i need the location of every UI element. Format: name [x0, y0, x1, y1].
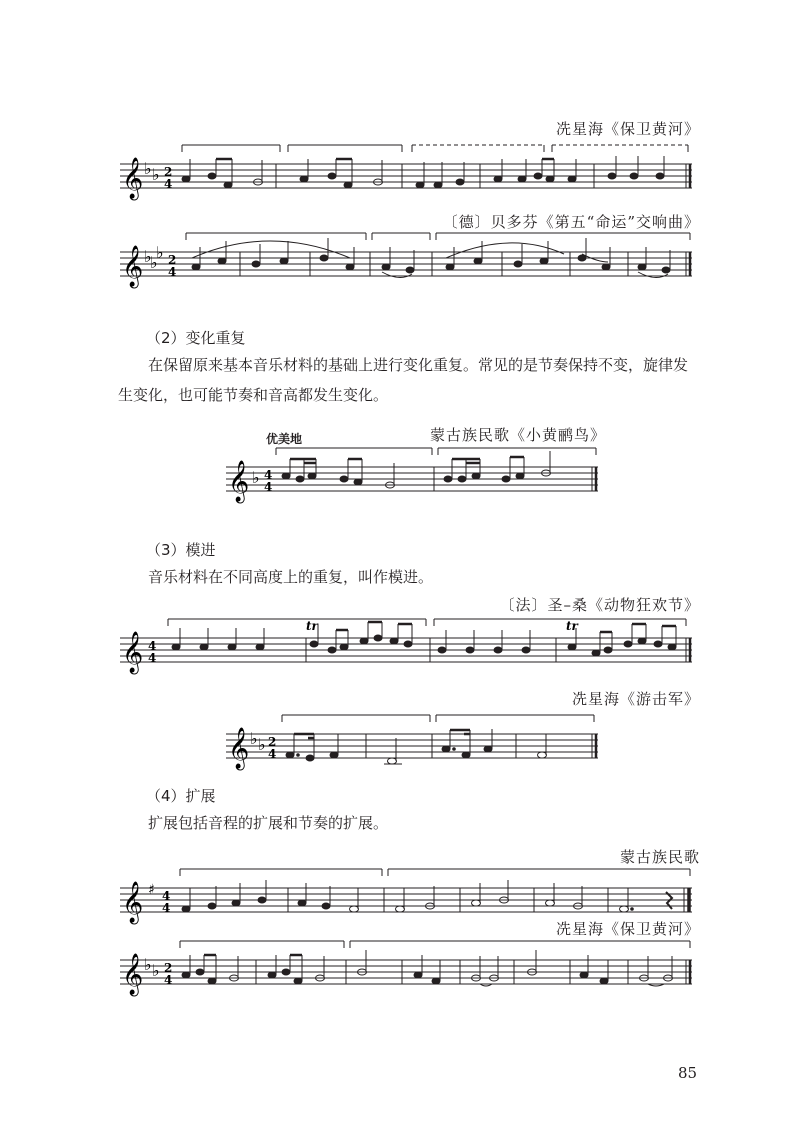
- treble-clef-icon: 𝄞: [228, 461, 250, 502]
- svg-text:4: 4: [268, 747, 277, 761]
- svg-text:♭: ♭: [144, 955, 152, 974]
- section-heading-expansion: （4）扩展: [146, 787, 216, 805]
- svg-text:4: 4: [164, 973, 173, 987]
- music-staff-1: [120, 140, 700, 200]
- svg-text:♭: ♭: [252, 468, 260, 487]
- section-heading-variation: （2）变化重复: [146, 329, 246, 347]
- music-staff-3: [226, 443, 606, 503]
- svg-text:2: 2: [268, 735, 277, 749]
- paragraph-sequence: 音乐材料在不同高度上的重复，叫作模进。: [148, 568, 434, 586]
- svg-text:♯: ♯: [148, 882, 155, 898]
- svg-text:4: 4: [264, 480, 273, 494]
- svg-text:♭: ♭: [156, 243, 164, 262]
- attribution-4: 〔法〕圣–桑《动物狂欢节》: [499, 596, 700, 614]
- paragraph-variation: 在保留原来基本音乐材料的基础上进行变化重复。常见的是节奏保持不变，旋律发生变化，也可能节奏和音高都发生变化。: [118, 356, 689, 404]
- paragraph-expansion: 扩展包括音程的扩展和节奏的扩展。: [148, 814, 389, 832]
- treble-clef-icon: 𝄞: [122, 158, 144, 199]
- svg-text:♭: ♭: [258, 735, 266, 754]
- svg-text:4: 4: [162, 889, 171, 903]
- attribution-5: 冼星海《游击军》: [571, 690, 700, 708]
- treble-clef-icon: 𝄞: [122, 954, 144, 995]
- treble-clef-icon: 𝄞: [122, 632, 144, 673]
- svg-text:4: 4: [168, 265, 177, 279]
- svg-text:♭: ♭: [152, 961, 160, 980]
- attribution-6: 蒙古族民歌: [619, 848, 700, 866]
- svg-text:2: 2: [168, 253, 177, 267]
- section-heading-sequence: （3）模进: [146, 541, 216, 559]
- svg-text:4: 4: [148, 639, 157, 653]
- svg-text:4: 4: [162, 901, 171, 915]
- svg-text:♭: ♭: [250, 729, 258, 748]
- treble-clef-icon: 𝄞: [122, 882, 144, 923]
- svg-text:4: 4: [148, 651, 157, 665]
- music-staff-2: [120, 228, 700, 288]
- svg-text:♭: ♭: [150, 253, 158, 272]
- attribution-1: 冼星海《保卫黄河》: [555, 120, 700, 138]
- attribution-3: 蒙古族民歌《小黄鹂鸟》: [429, 426, 606, 444]
- attribution-7: 冼星海《保卫黄河》: [555, 920, 700, 938]
- music-staff-6: [120, 864, 700, 924]
- svg-text:tr: tr: [306, 619, 318, 633]
- music-staff-7: [120, 936, 700, 996]
- svg-text:♭: ♭: [144, 159, 152, 178]
- tempo-marking: 优美地: [266, 432, 303, 446]
- attribution-2: 〔德〕贝多芬《第五“命运”交响曲》: [442, 213, 700, 231]
- svg-text:4: 4: [264, 468, 273, 482]
- music-staff-4: [120, 614, 700, 674]
- svg-text:2: 2: [164, 961, 173, 975]
- treble-clef-icon: 𝄞: [122, 246, 144, 287]
- svg-text:2: 2: [164, 165, 173, 179]
- svg-text:♭: ♭: [144, 247, 152, 266]
- svg-text:♭: ♭: [152, 165, 160, 184]
- treble-clef-icon: 𝄞: [228, 728, 250, 769]
- svg-text:tr: tr: [566, 619, 578, 633]
- page-number: 85: [678, 1064, 698, 1082]
- music-staff-5: [226, 710, 606, 770]
- svg-text:4: 4: [164, 177, 173, 191]
